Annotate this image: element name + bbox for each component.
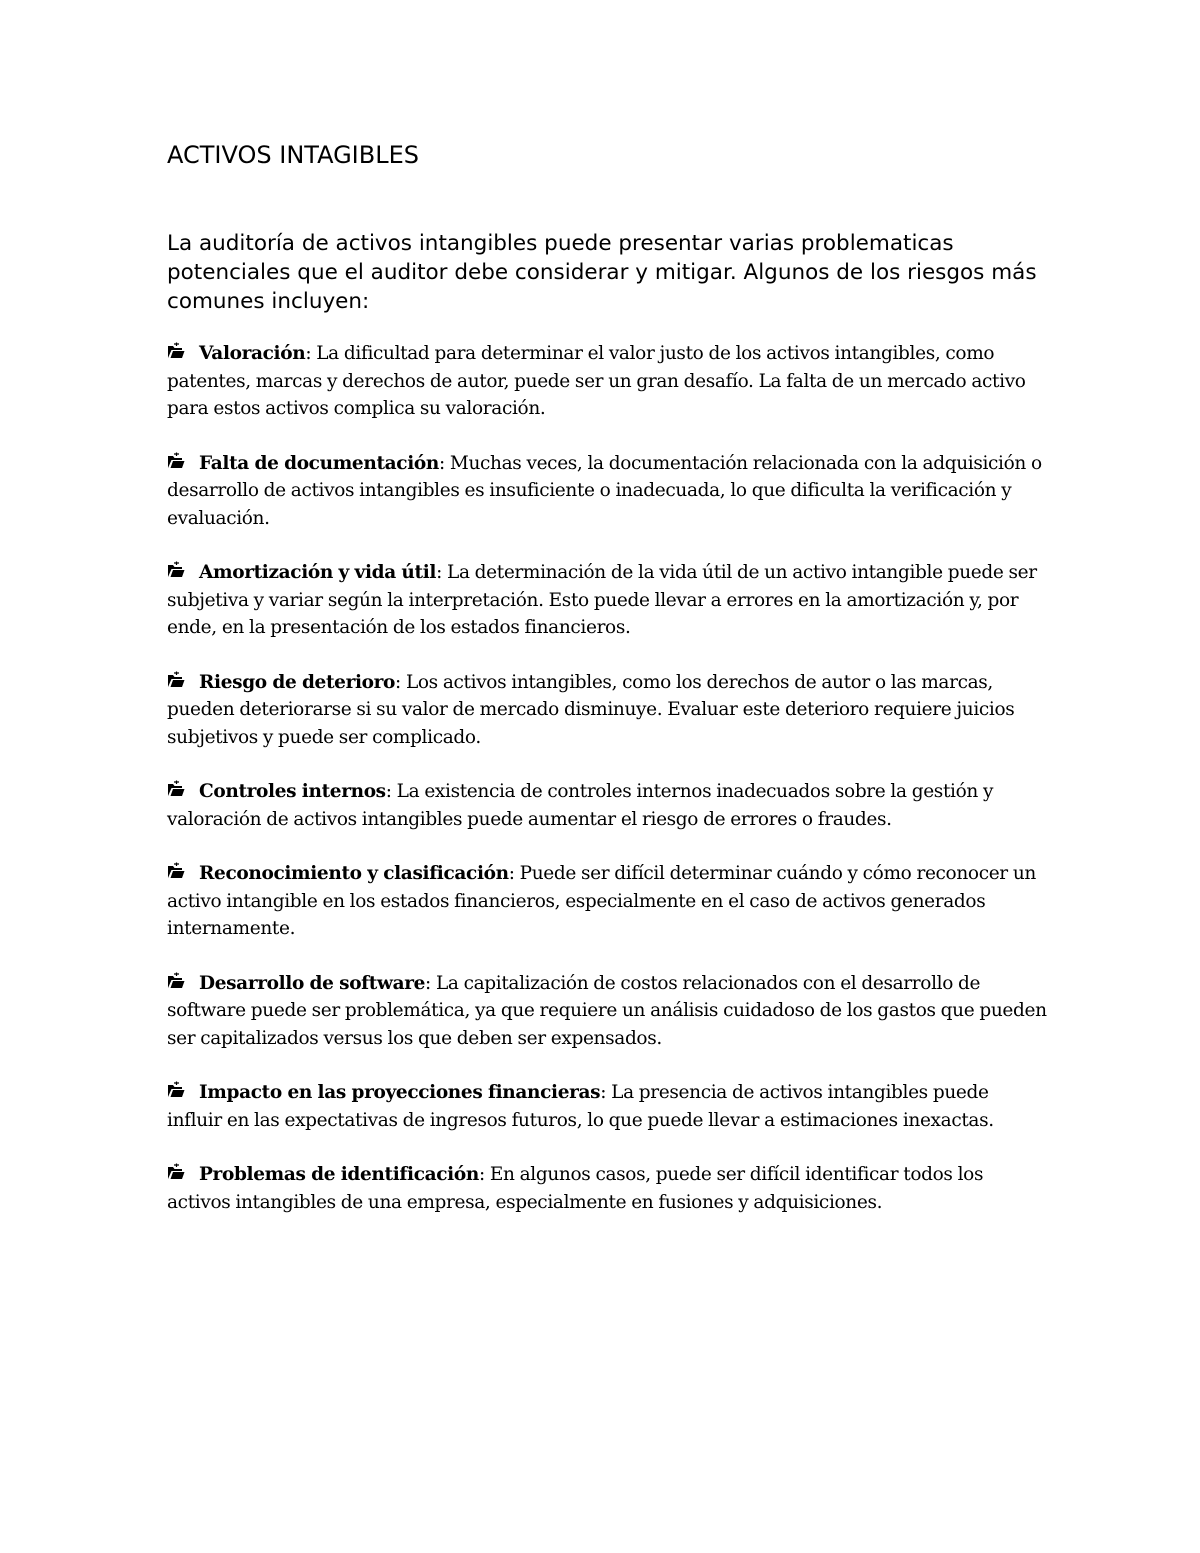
document-title: ACTIVOS INTAGIBLES <box>167 141 419 169</box>
risk-description: La determinación de la vida útil de un activo intangible puede ser subjetiva y variar según la interpretación. Esto puede llevar a errores en la amortización y, por ende, en la presentación de los estados financieros. <box>167 562 1037 638</box>
folder-icon <box>167 972 185 990</box>
folder-icon <box>167 862 185 880</box>
folder-icon <box>167 561 185 579</box>
risk-separator: : <box>508 863 520 884</box>
risk-separator: : <box>395 671 406 693</box>
risk-description: La dificultad para determinar el valor justo de los activos intangibles, como patentes, marcas y derechos de autor, puede ser un gran desafío. La falta de un mercado activo para estos activos complica su valoración. <box>167 343 1026 419</box>
risk-title: Impacto en las proyecciones financieras <box>199 1082 601 1103</box>
risk-title: Desarrollo de software <box>199 972 426 994</box>
risk-title: Valoración <box>199 343 306 364</box>
risk-item <box>167 778 1047 833</box>
risk-title: Problemas de identificación <box>199 1164 479 1185</box>
folder-icon <box>167 1081 185 1099</box>
risk-description: Los activos intangibles, como los derechos de autor o las marcas, pueden deteriorarse si su valor de mercado disminuye. Evaluar este deterioro requiere juicios subjetivos y puede ser complicado. <box>167 671 1015 748</box>
risk-description: La existencia de controles internos inadecuados sobre la gestión y valoración de activos intangibles puede aumentar el riesgo de errores o fraudes. <box>167 781 994 830</box>
risk-title: Falta de documentación <box>199 452 439 474</box>
intro-paragraph: La auditoría de activos intangibles puede presentar varias problematicas potenciales que el auditor debe considerar y mitigar. Algunos de los riesgos más comunes incluyen: <box>167 231 1037 314</box>
risk-separator: : <box>478 1164 490 1185</box>
risk-description: En algunos casos, puede ser difícil identificar todos los activos intangibles de una empresa, especialmente en fusiones y adquisiciones. <box>167 1164 984 1213</box>
risk-separator: : <box>385 781 397 802</box>
folder-icon <box>167 671 185 689</box>
folder-icon <box>167 1163 185 1181</box>
risk-separator: : <box>425 972 436 994</box>
risk-separator: : <box>600 1082 612 1103</box>
risk-item <box>167 860 1047 943</box>
risk-list <box>167 340 1047 1243</box>
risk-separator: : <box>436 562 448 583</box>
risk-description: La presencia de activos intangibles puede influir en las expectativas de ingresos futuros, lo que puede llevar a estimaciones inexactas. <box>167 1082 994 1131</box>
risk-item <box>167 450 1047 533</box>
folder-icon <box>167 780 185 798</box>
risk-item <box>167 559 1047 642</box>
risk-title: Controles internos <box>199 781 386 802</box>
folder-icon <box>167 452 185 470</box>
risk-item <box>167 669 1047 752</box>
risk-title: Amortización y vida útil <box>199 562 437 583</box>
risk-item <box>167 970 1047 1053</box>
risk-separator: : <box>305 343 317 364</box>
risk-title: Riesgo de deterioro <box>199 671 396 693</box>
folder-icon <box>167 342 185 360</box>
risk-description: Muchas veces, la documentación relacionada con la adquisición o desarrollo de activos intangibles es insuficiente o inadecuada, lo que dificulta la verificación y evaluación. <box>167 452 1042 529</box>
risk-item <box>167 340 1047 423</box>
risk-description: Puede ser difícil determinar cuándo y cómo reconocer un activo intangible en los estados financieros, especialmente en el caso de activos generados internamente. <box>167 863 1036 939</box>
risk-title: Reconocimiento y clasificación <box>199 863 509 884</box>
risk-item <box>167 1079 1047 1134</box>
risk-description: La capitalización de costos relacionados con el desarrollo de software puede ser problemática, ya que requiere un análisis cuidadoso de los gastos que pueden ser capitalizados versus los que deben ser expensados. <box>167 972 1047 1049</box>
risk-separator: : <box>438 452 450 474</box>
risk-item <box>167 1161 1047 1216</box>
